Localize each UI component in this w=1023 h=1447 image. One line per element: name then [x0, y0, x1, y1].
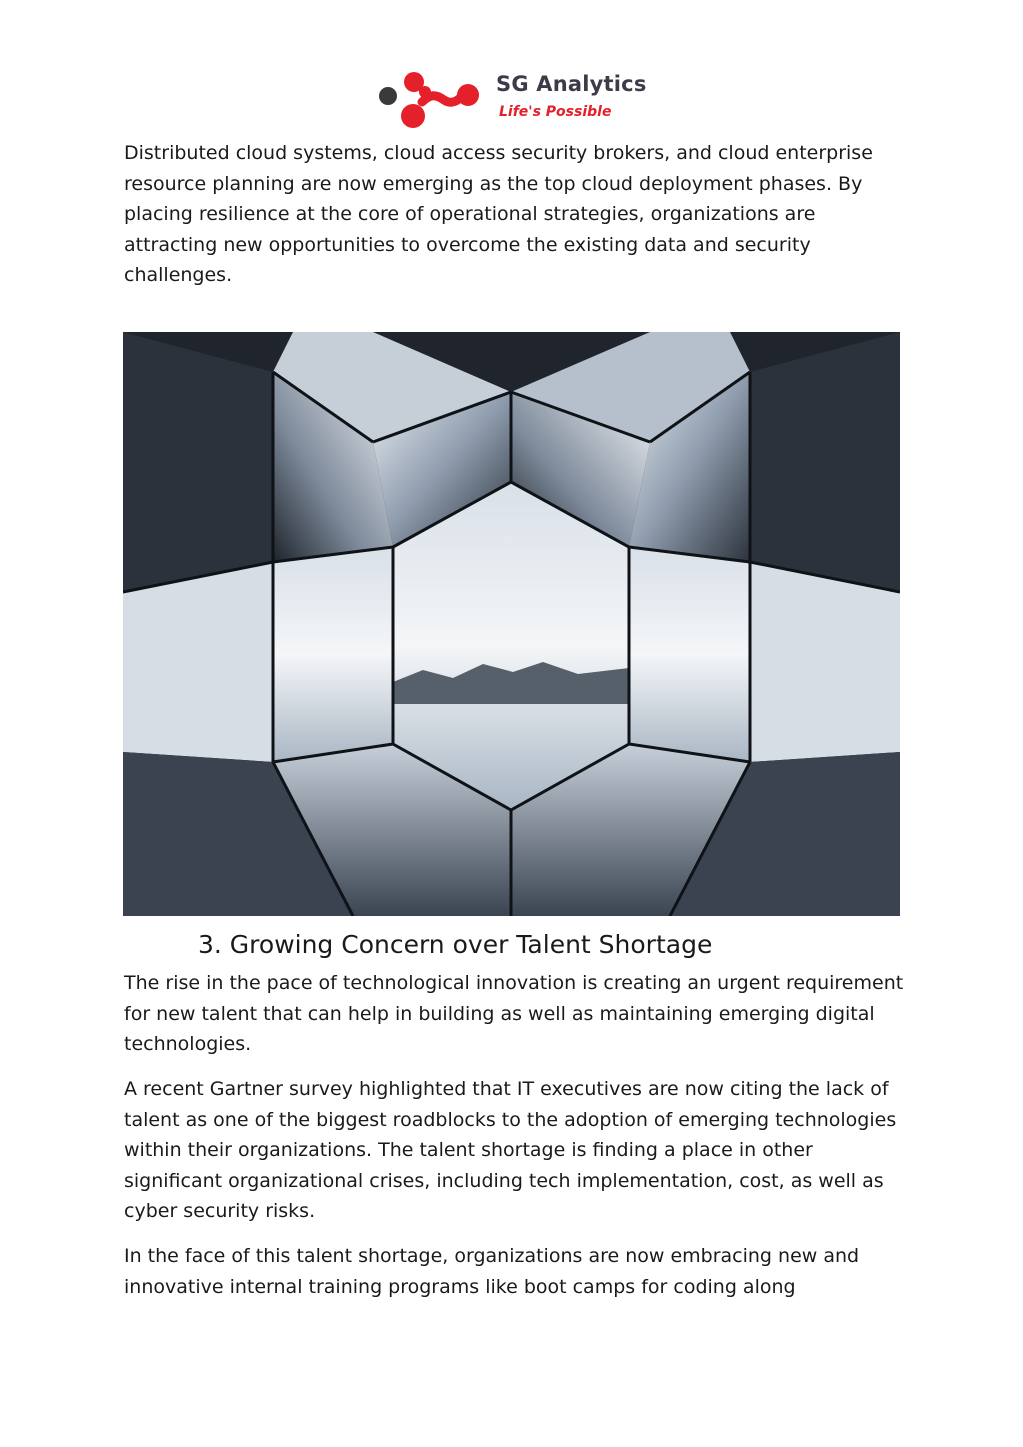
section-heading: 3. Growing Concern over Talent Shortage [198, 930, 713, 959]
kaleidoscope-image [123, 332, 900, 916]
brand-name: SG Analytics [496, 72, 647, 96]
brand-tagline: Life's Possible [499, 104, 612, 120]
section-paragraph-3: In the face of this talent shortage, organizations are now embracing new and innovative internal training programs like boot camps for coding along [124, 1245, 860, 1298]
section-paragraph-2: A recent Gartner survey highlighted that IT executives are now citing the lack of talent as one of the biggest roadblocks to the adoption of emerging technologies within their organizations. The talent shortage is finding a place in other significant organizational crises, including tech implementation, cost, as well as cyber security risks. [124, 1078, 897, 1223]
intro-paragraph: Distributed cloud systems, cloud access security brokers, and cloud enterprise resource planning are now emerging as the top cloud deployment phases. By placing resilience at the core of operational strategies, organizations are attracting new opportunities to overcome the existing data and security challenges. [124, 142, 873, 287]
brand-logo [378, 68, 658, 132]
logo-mark-icon [378, 68, 496, 132]
section-paragraph-1: The rise in the pace of technological innovation is creating an urgent requirement for new talent that can help in building as well as maintaining emerging digital technologies. [124, 972, 904, 1056]
